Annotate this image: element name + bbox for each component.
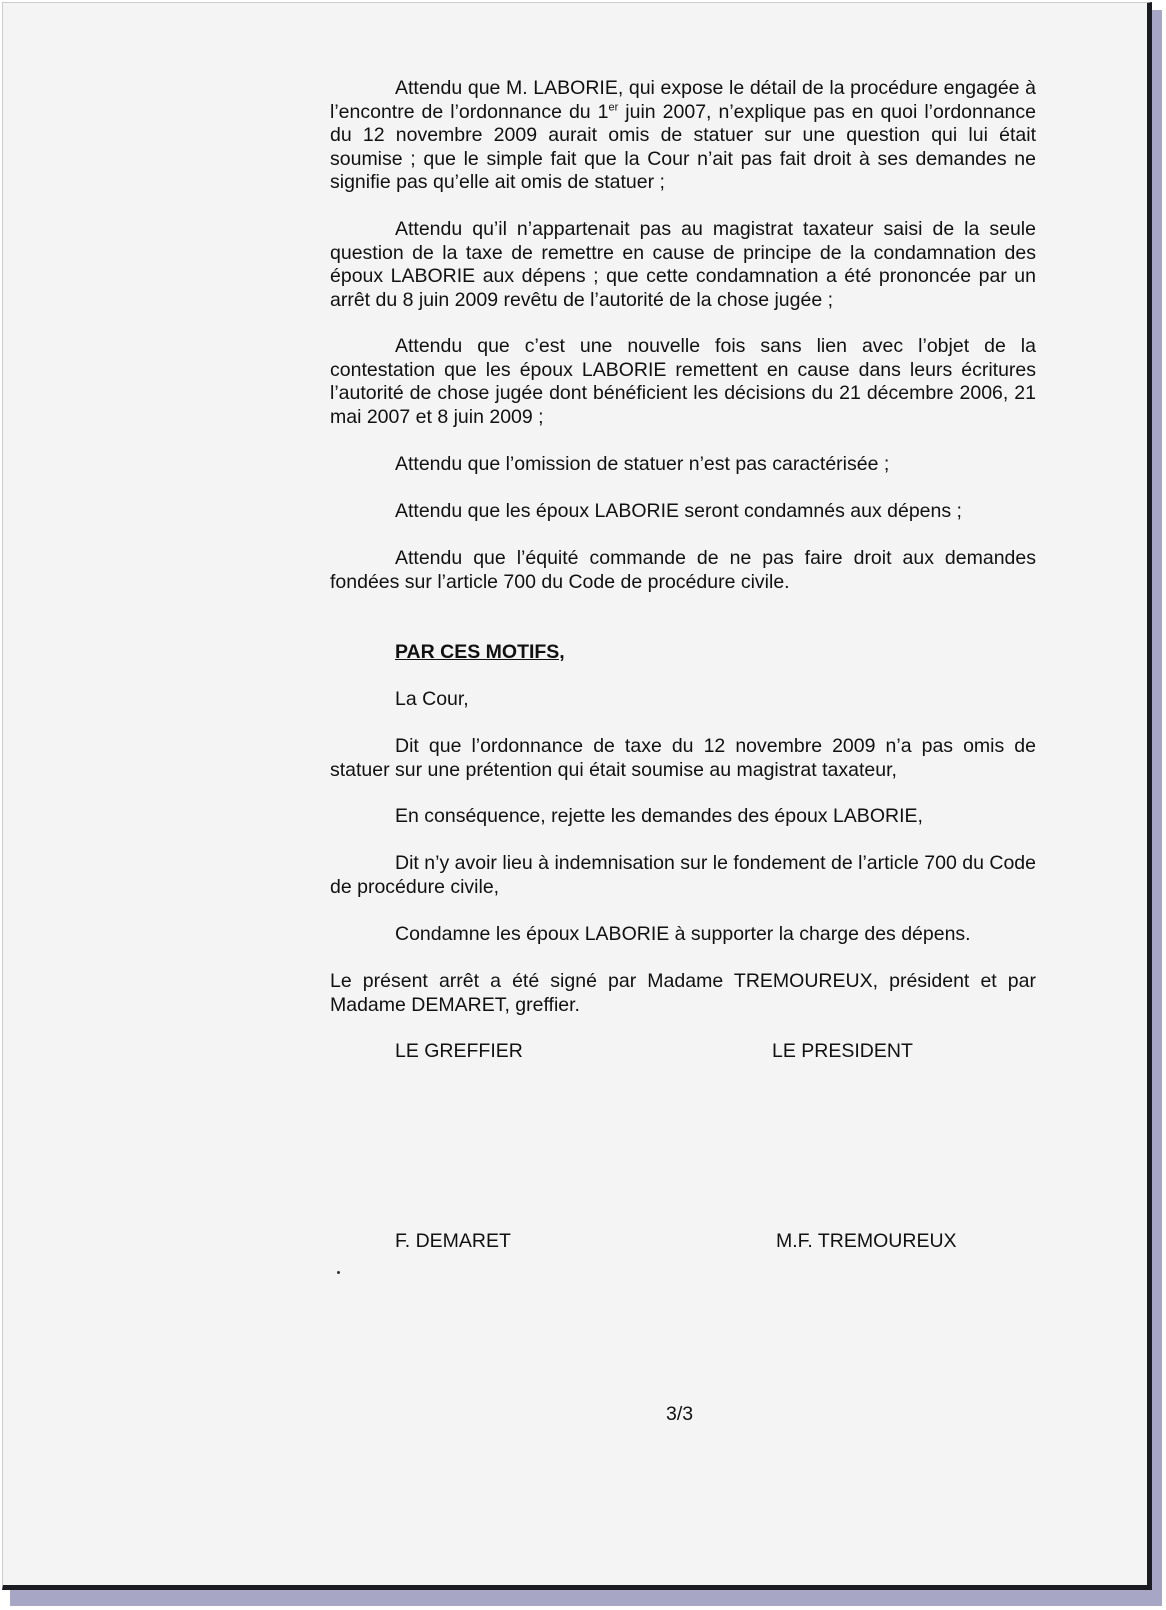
court-label: La Cour, (395, 688, 469, 710)
ruling-2: En conséquence, rejette les demandes des époux LABORIE, (395, 805, 923, 827)
greffier-title: LE GREFFIER (395, 1040, 523, 1062)
paragraph-5: Attendu que les époux LABORIE seront condamnés aux dépens ; (395, 500, 962, 522)
page-number: 3/3 (666, 1403, 694, 1425)
ruling-4: Condamne les époux LABORIE à supporter la charge des dépens. (395, 923, 971, 945)
president-name: M.F. TREMOUREUX (776, 1230, 957, 1252)
superscript: er (608, 101, 619, 113)
ruling-1: Dit que l’ordonnance de taxe du 12 novembre 2009 n’a pas omis de statuer sur une prétention qui était soumise au magistrat taxateur, (330, 735, 1036, 781)
paragraph-2: Attendu qu’il n’appartenait pas au magistrat taxateur saisi de la seule question de la taxe de remettre en cause de principe de la condamnation des époux LABORIE aux dépens ; que cette condamnation a été prononcée par un arrêt du 8 juin 2009 revêtu de l’autorité de la chose jugée ; (330, 218, 1036, 311)
scan-speck (337, 1271, 340, 1274)
ruling-3: Dit n’y avoir lieu à indemnisation sur le fondement de l’article 700 du Code de procédure civile, (330, 852, 1036, 898)
text: Attendu que M. LABORIE, qui expose le détail de la procédure engagée à l’encontre de l’ordonnance du 1 (330, 77, 1036, 123)
paragraph-1 (330, 77, 1036, 195)
paragraph-6: Attendu que l’équité commande de ne pas faire droit aux demandes fondées sur l’article 700 du Code de procédure civile. (330, 547, 1036, 593)
section-heading: PAR CES MOTIFS, (395, 641, 565, 663)
text: juin 2007, n’explique pas en quoi l’ordonnance du 12 novembre 2009 aurait omis de statuer sur une question qui lui était soumise ; que le simple fait que la Cour n’ait pas fait droit à ses demandes ne signifie pas qu’elle ait omis de statuer ; (330, 100, 1036, 193)
paragraph-3: Attendu que c’est une nouvelle fois sans lien avec l’objet de la contestation que les époux LABORIE remettent en cause dans leurs écritures l’autorité de chose jugée dont bénéficient les décisions du 21 décembre 2006, 21 mai 2007 et 8 juin 2009 ; (330, 335, 1036, 428)
president-title: LE PRESIDENT (772, 1040, 913, 1062)
paragraph-4: Attendu que l’omission de statuer n’est pas caractérisée ; (395, 453, 890, 475)
greffier-name: F. DEMARET (395, 1230, 511, 1252)
signature-note: Le présent arrêt a été signé par Madame TREMOUREUX, président et par Madame DEMARET, greffier. (330, 970, 1036, 1016)
